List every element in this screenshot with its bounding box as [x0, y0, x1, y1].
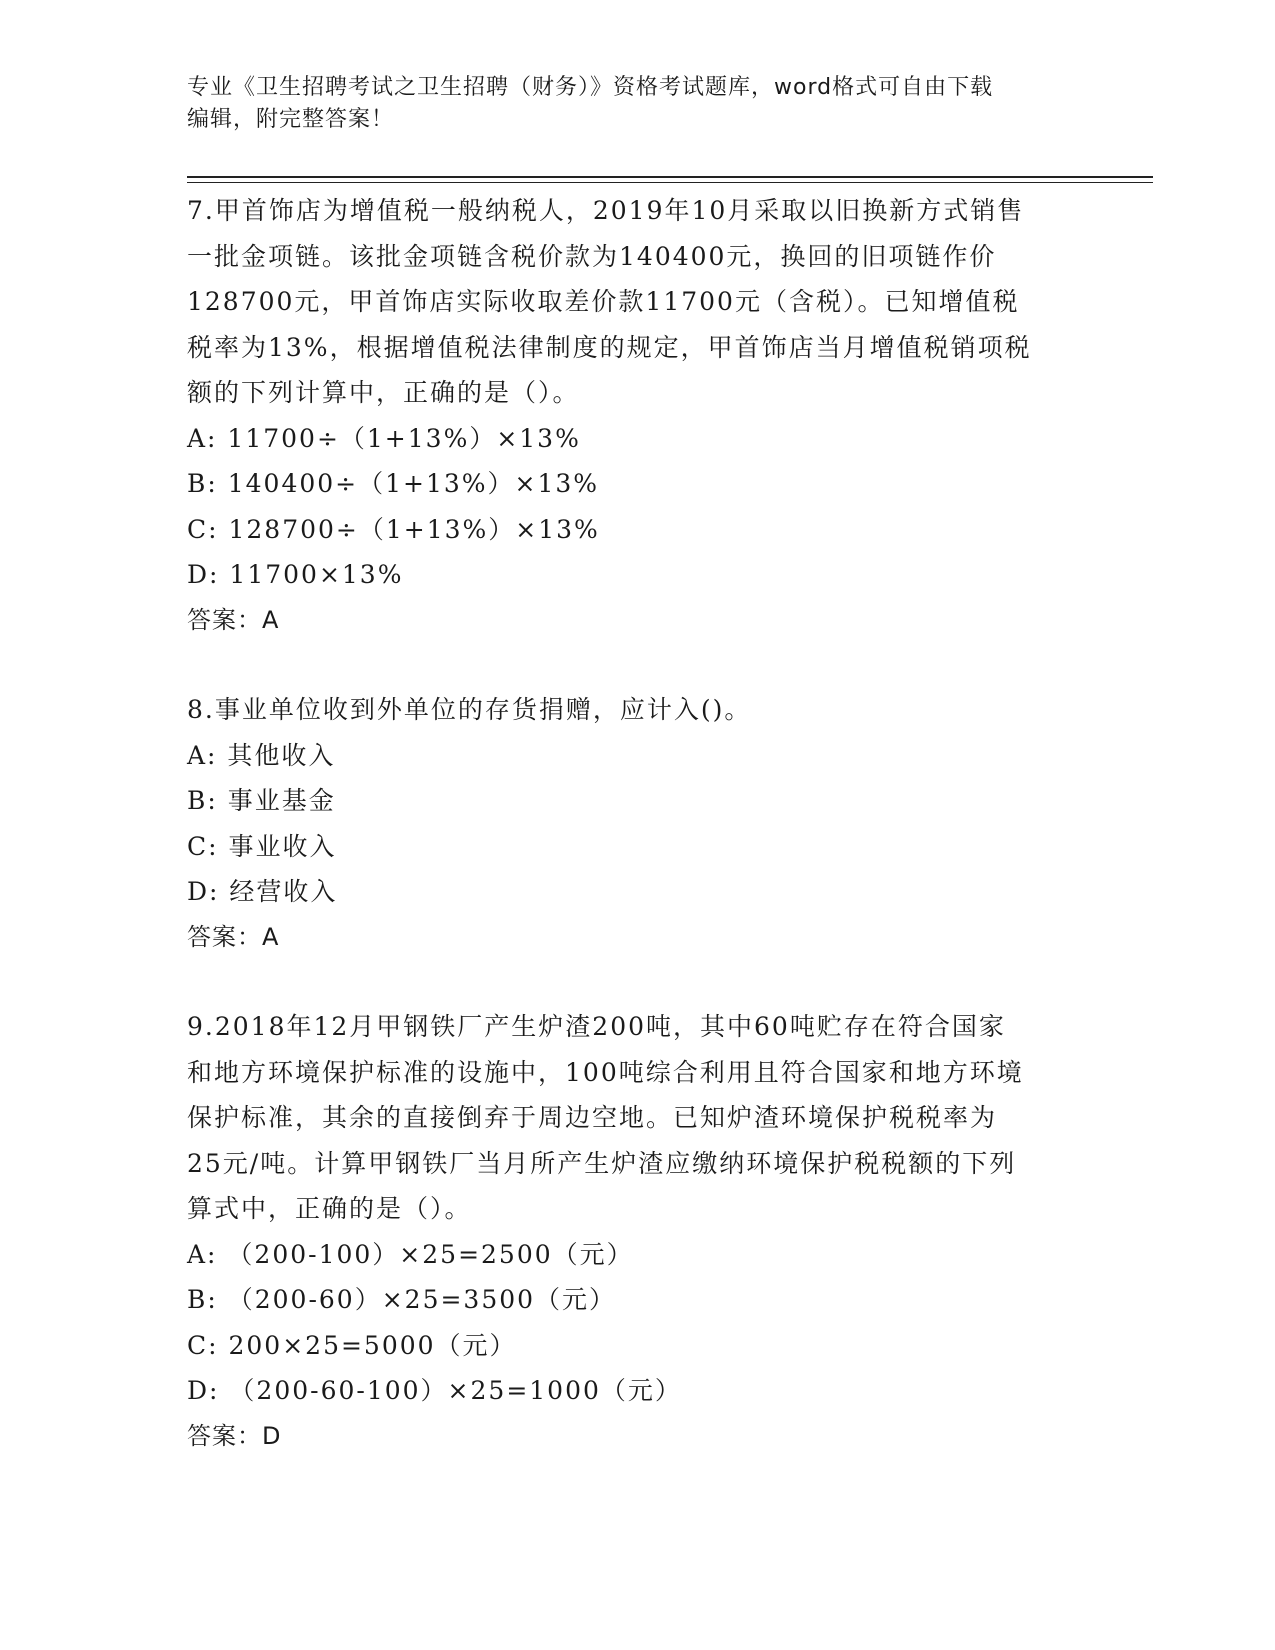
- question-stem-line: 额的下列计算中，正确的是（）。: [187, 378, 580, 407]
- question-gap: [187, 643, 1087, 687]
- option-c: C: 200×25=5000（元）: [187, 1330, 517, 1360]
- question-list: [187, 188, 1087, 1459]
- option-a: A: （200-100）×25=2500（元）: [187, 1239, 634, 1269]
- option-a: A: 11700÷（1+13%）×13%: [187, 423, 581, 453]
- answer: 答案：A: [187, 922, 280, 951]
- question-stem-line: 保护标准，其余的直接倒弃于周边空地。已知炉渣环境保护税税率为: [187, 1103, 998, 1132]
- answer: 答案：A: [187, 605, 280, 634]
- document-header: [187, 72, 1087, 136]
- question-stem-line: 算式中，正确的是（）。: [187, 1194, 472, 1223]
- question-gap: [187, 960, 1087, 1004]
- question-stem-line: 128700元，甲首饰店实际收取差价款11700元（含税）。已知增值税: [187, 287, 1020, 316]
- option-c: C: 事业收入: [187, 831, 337, 861]
- header-divider-thin: [187, 182, 1153, 183]
- option-b: B: 140400÷（1+13%）×13%: [187, 469, 600, 498]
- option-a: A: 其他收入: [187, 740, 336, 770]
- header-line-2: 编辑，附完整答案！: [187, 107, 395, 132]
- question-8: [187, 687, 1087, 960]
- option-c: C: 128700÷（1+13%）×13%: [187, 514, 600, 544]
- header-divider-thick: [187, 176, 1153, 178]
- option-d: D: 经营收入: [187, 877, 338, 906]
- question-stem-line: 一批金项链。该批金项链含税价款为140400元，换回的旧项链作价: [187, 241, 997, 271]
- option-b: B: 事业基金: [187, 786, 336, 815]
- question-7: [187, 188, 1087, 643]
- option-d: D: （200-60-100）×25=1000（元）: [187, 1376, 682, 1405]
- question-stem-line: 税率为13%，根据增值税法律制度的规定，甲首饰店当月增值税销项税: [187, 332, 1032, 362]
- question-stem-line: 25元/吨。计算甲钢铁厂当月所产生炉渣应缴纳环境保护税税额的下列: [187, 1148, 1017, 1178]
- question-stem-line: 8.事业单位收到外单位的存货捐赠，应计入()。: [187, 695, 752, 724]
- question-stem-line: 和地方环境保护标准的设施中，100吨综合利用且符合国家和地方环境: [187, 1057, 1024, 1087]
- question-stem-line: 9.2018年12月甲钢铁厂产生炉渣200吨，其中60吨贮存在符合国家: [187, 1012, 1006, 1041]
- option-b: B: （200-60）×25=3500（元）: [187, 1285, 617, 1314]
- question-9: [187, 1004, 1087, 1459]
- question-stem-line: 7.甲首饰店为增值税一般纳税人，2019年10月采取以旧换新方式销售: [187, 196, 1025, 225]
- option-d: D: 11700×13%: [187, 560, 404, 589]
- answer: 答案：D: [187, 1421, 282, 1450]
- header-line-1: 专业《卫生招聘考试之卫生招聘（财务）》资格考试题库，word格式可自由下载: [187, 75, 994, 100]
